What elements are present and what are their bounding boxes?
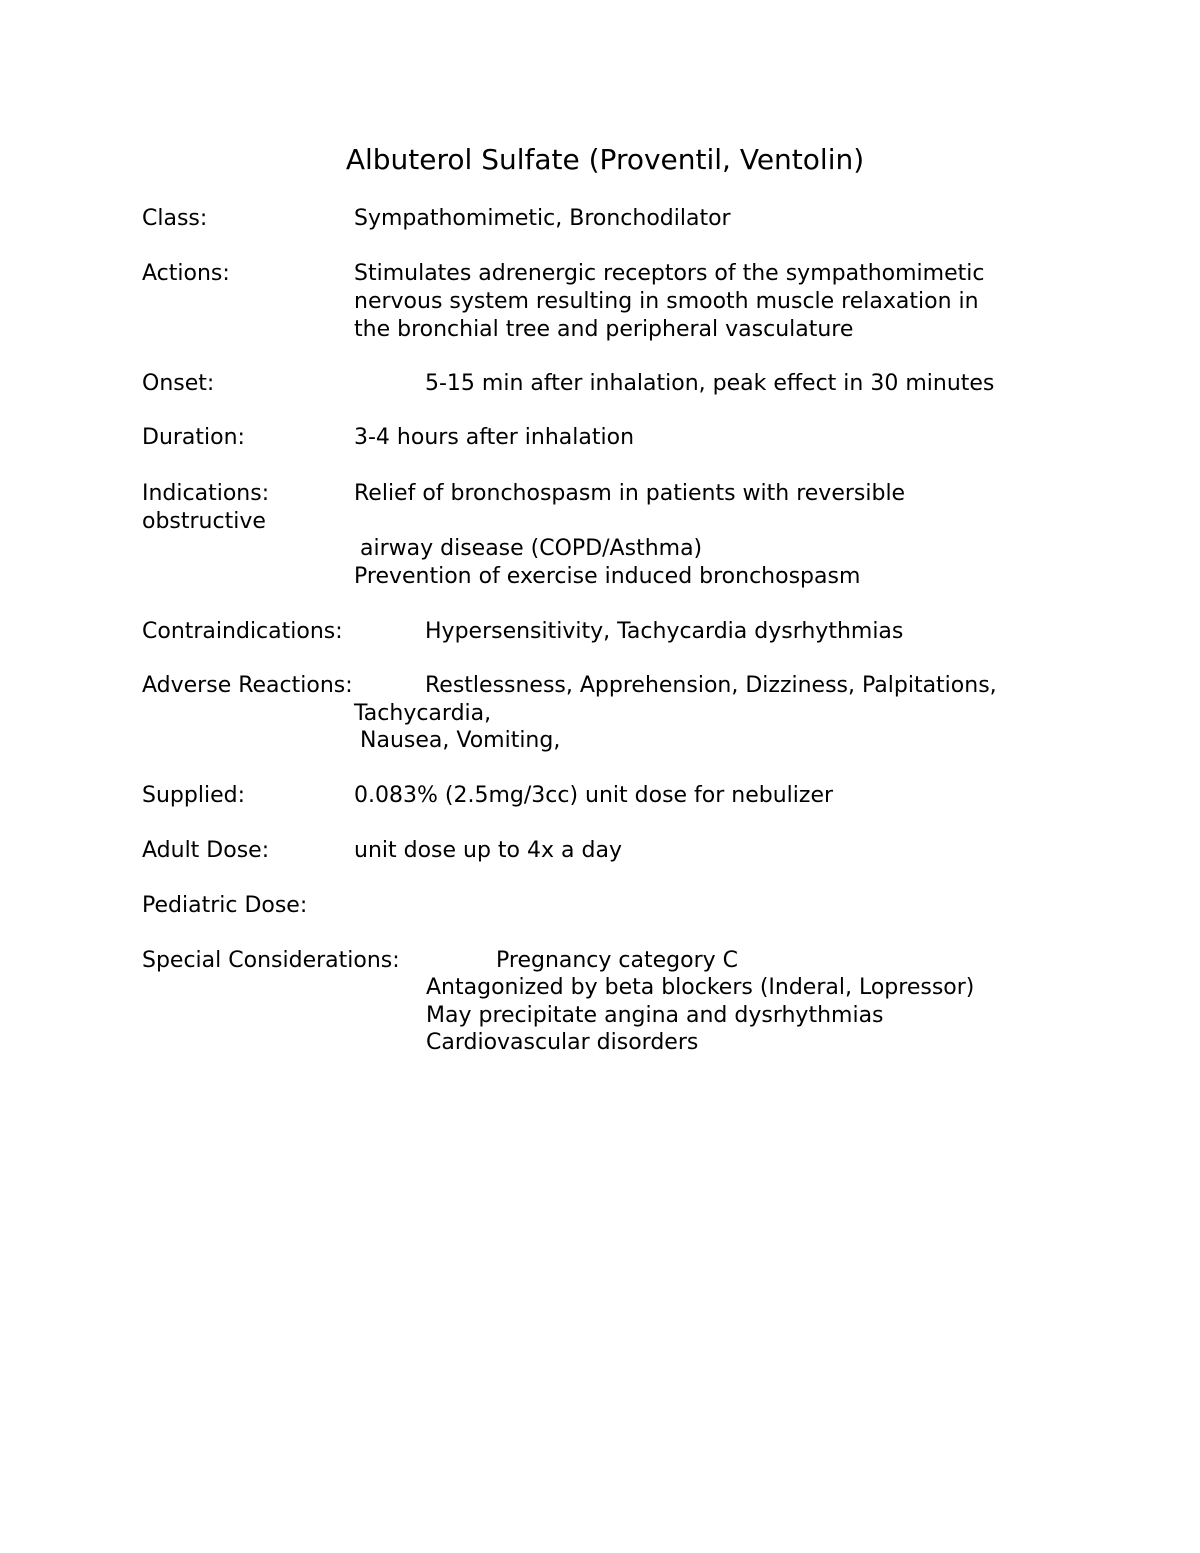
duration-label: Duration: bbox=[142, 425, 245, 450]
adult-dose-value: unit dose up to 4x a day bbox=[354, 838, 622, 863]
actions-line: nervous system resulting in smooth muscle relaxation in bbox=[354, 289, 979, 314]
indications-line: Prevention of exercise induced bronchospasm bbox=[354, 564, 861, 589]
special-considerations-line: Antagonized by beta blockers (Inderal, Lopressor) bbox=[426, 975, 975, 1000]
supplied-label: Supplied: bbox=[142, 783, 245, 808]
indications-wrap: obstructive bbox=[142, 509, 266, 534]
document-title: Albuterol Sulfate (Proventil, Ventolin) bbox=[345, 143, 865, 176]
special-considerations-line: Pregnancy category C bbox=[496, 948, 738, 973]
special-considerations-line: Cardiovascular disorders bbox=[426, 1030, 699, 1055]
special-considerations-label: Special Considerations: bbox=[142, 948, 400, 973]
class-label: Class: bbox=[142, 206, 208, 231]
onset-label: Onset: bbox=[142, 371, 215, 396]
adverse-reactions-line: Nausea, Vomiting, bbox=[360, 728, 561, 753]
onset-value: 5-15 min after inhalation, peak effect in 30 minutes bbox=[425, 371, 995, 396]
indications-label: Indications: bbox=[142, 481, 270, 506]
duration-value: 3-4 hours after inhalation bbox=[354, 425, 635, 450]
class-value: Sympathomimetic, Bronchodilator bbox=[354, 206, 731, 231]
supplied-value: 0.083% (2.5mg/3cc) unit dose for nebulizer bbox=[354, 783, 834, 808]
indications-line: airway disease (COPD/Asthma) bbox=[360, 536, 703, 561]
adult-dose-label: Adult Dose: bbox=[142, 838, 270, 863]
adverse-reactions-label: Adverse Reactions: bbox=[142, 673, 353, 698]
adverse-reactions-line: Tachycardia, bbox=[354, 701, 492, 726]
pediatric-dose-label: Pediatric Dose: bbox=[142, 893, 308, 918]
adverse-reactions-line: Restlessness, Apprehension, Dizziness, Palpitations, bbox=[425, 673, 997, 698]
contraindications-value: Hypersensitivity, Tachycardia dysrhythmias bbox=[425, 619, 904, 644]
actions-line: the bronchial tree and peripheral vasculature bbox=[354, 317, 854, 342]
actions-line: Stimulates adrenergic receptors of the sympathomimetic bbox=[354, 261, 985, 286]
indications-line: Relief of bronchospasm in patients with reversible bbox=[354, 481, 906, 506]
contraindications-label: Contraindications: bbox=[142, 619, 343, 644]
special-considerations-line: May precipitate angina and dysrhythmias bbox=[426, 1003, 884, 1028]
actions-label: Actions: bbox=[142, 261, 230, 286]
